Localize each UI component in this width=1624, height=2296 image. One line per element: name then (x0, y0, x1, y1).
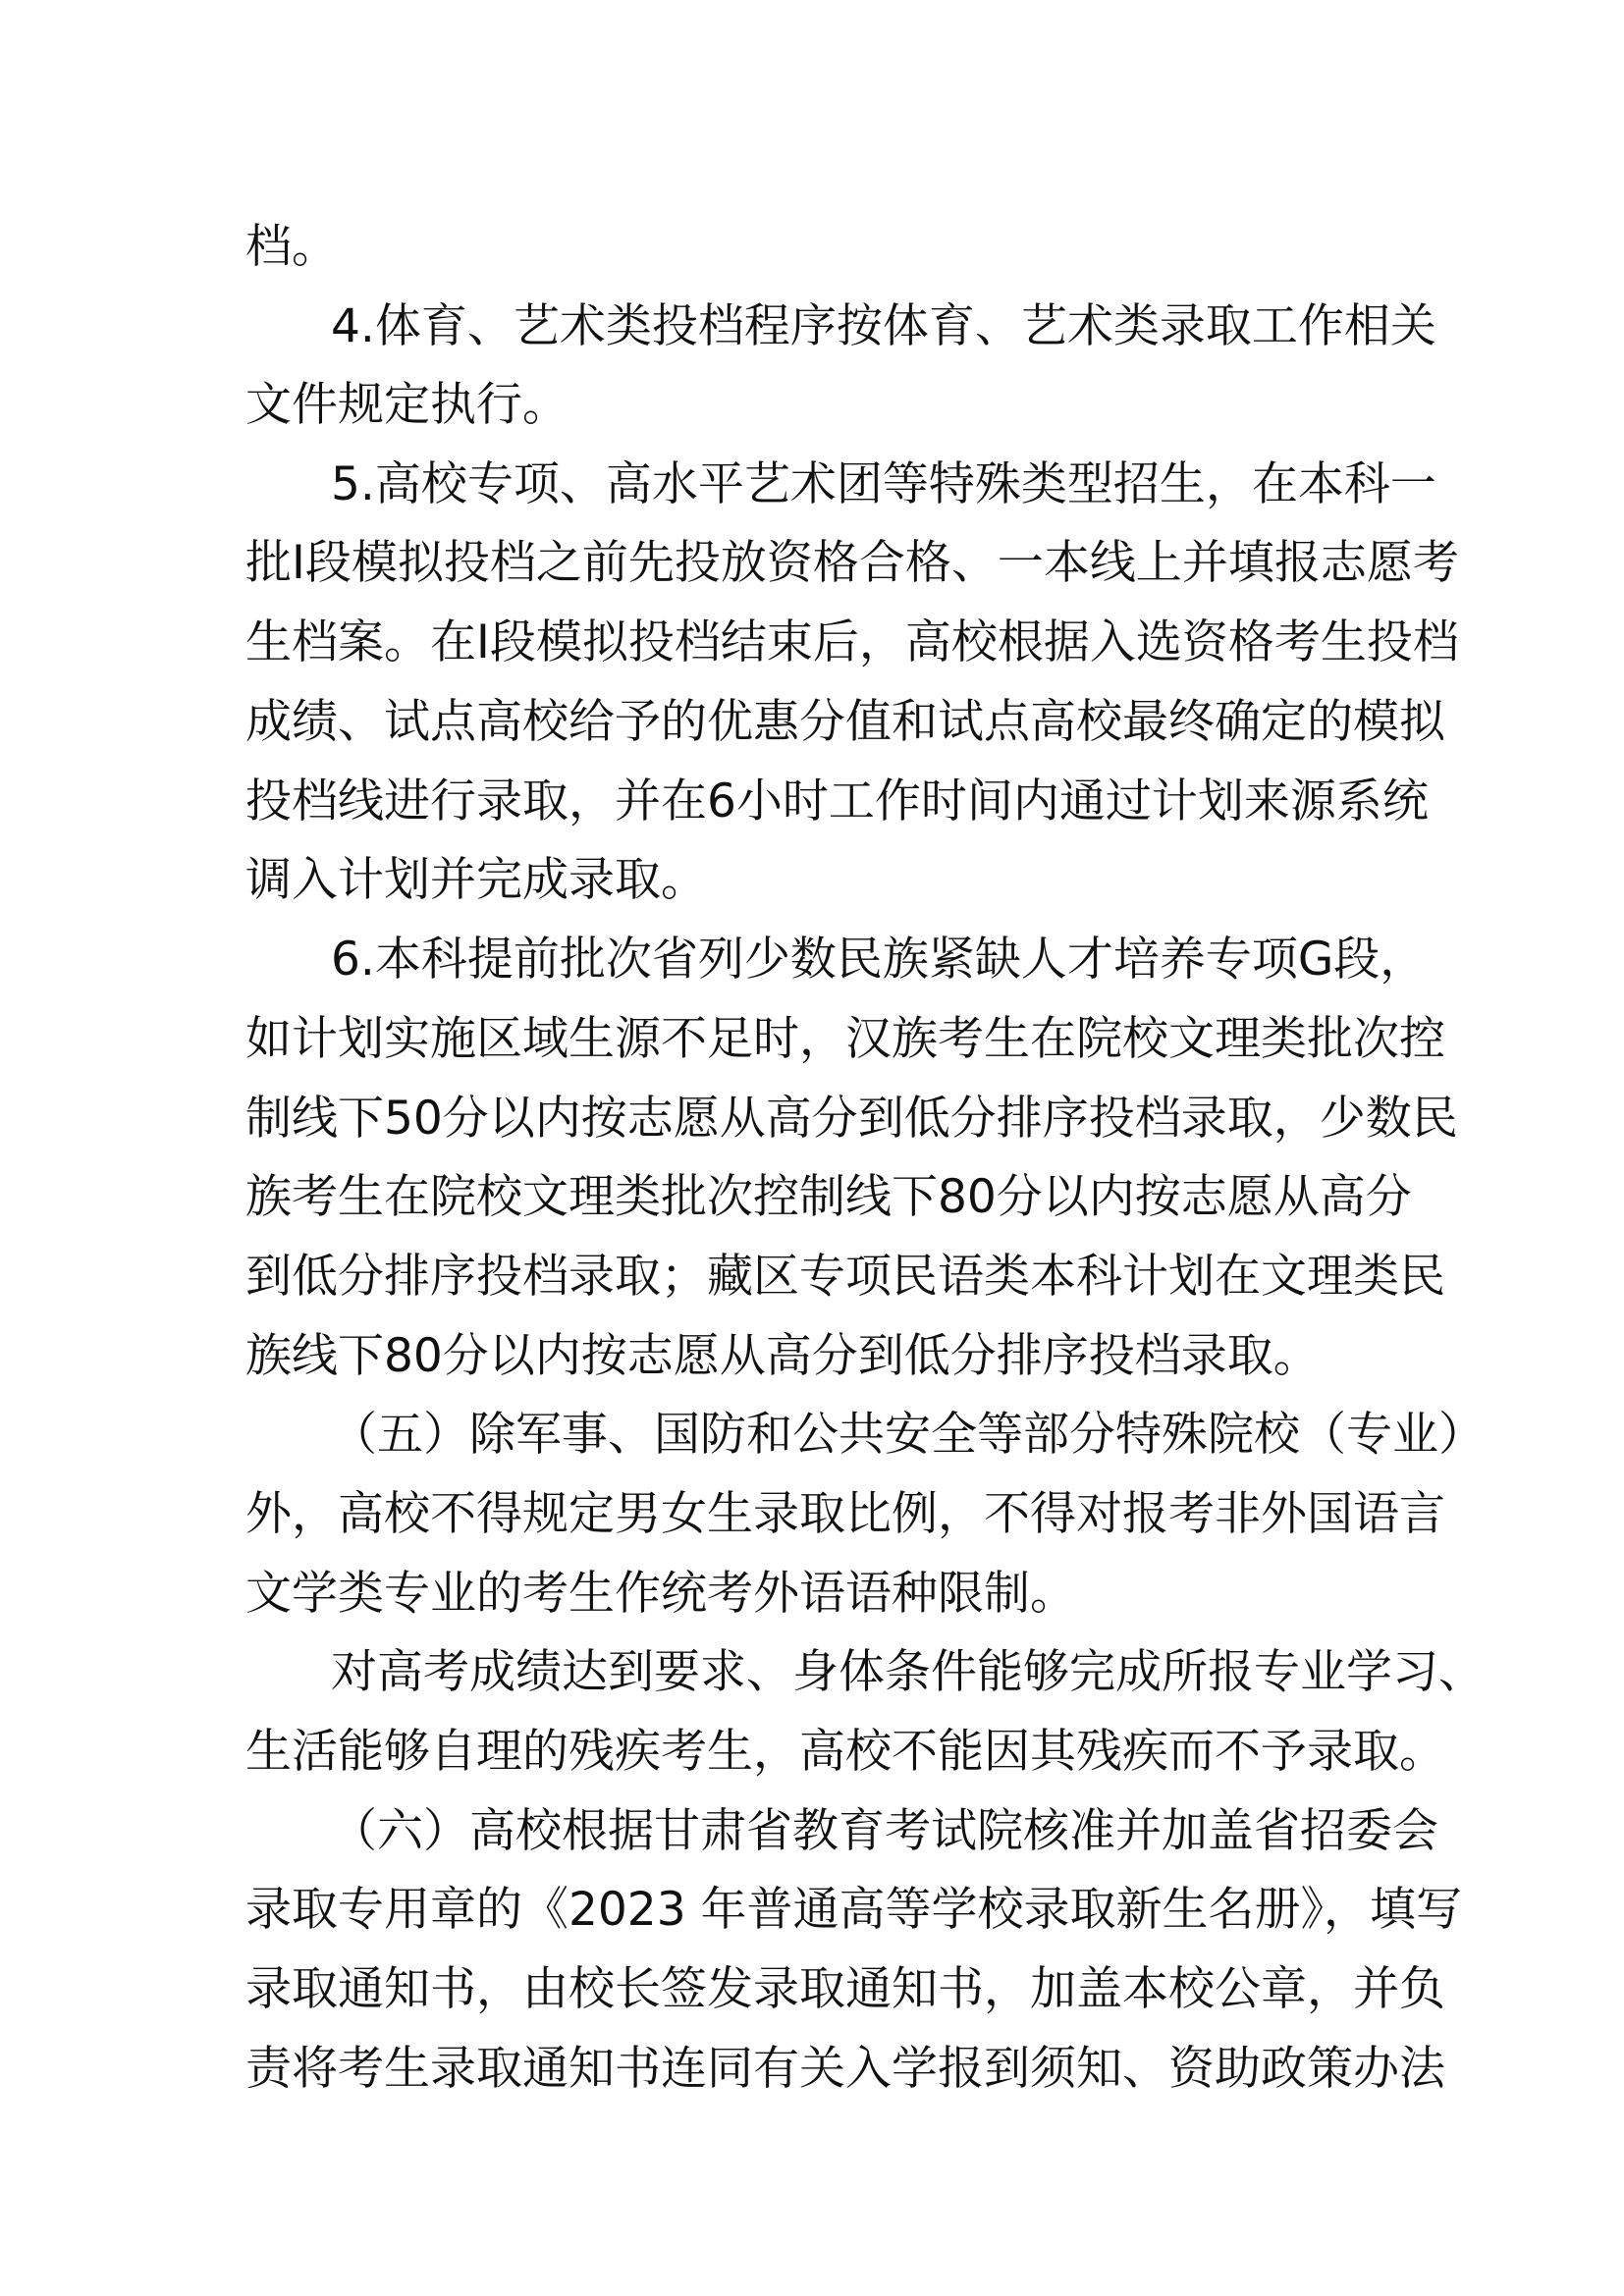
text-line: （六）高校根据甘肃省教育考试院核准并加盖省招委会 (331, 1804, 1438, 1858)
text-line: 6.本科提前批次省列少数民族紧缺人才培养专项G段， (331, 933, 1427, 987)
text-line: 5.高校专项、高水平艺术团等特殊类型招生，在本科一 (331, 457, 1436, 511)
text-line: 档。 (245, 220, 338, 274)
text-line: 到低分排序投档录取；藏区专项民语类本科计划在文理类民 (245, 1250, 1445, 1304)
text-line: 成绩、试点高校给予的优惠分值和试点高校最终确定的模拟 (245, 695, 1445, 749)
text-line: 生档案。在I段模拟投档结束后，高校根据入选资格考生投档 (245, 615, 1459, 669)
text-line: 文件规定执行。 (245, 378, 568, 432)
text-line: 如计划实施区域生源不足时，汉族考生在院校文理类批次控 (245, 1012, 1445, 1066)
text-line: 族考生在院校文理类批次控制线下80分以内按志愿从高分 (245, 1170, 1412, 1224)
text-line: 制线下50分以内按志愿从高分到低分排序投档录取，少数民 (245, 1092, 1458, 1146)
text-line: （五）除军事、国防和公共安全等部分特殊院校（专业） (331, 1408, 1485, 1462)
text-line: 调入计划并完成录取。 (245, 853, 707, 907)
text-line: 责将考生录取通知书连同有关入学报到须知、资助政策办法 (245, 2042, 1445, 2096)
text-line: 外，高校不得规定男女生录取比例，不得对报考非外国语言 (245, 1487, 1445, 1541)
text-line: 4.体育、艺术类投档程序按体育、艺术类录取工作相关 (331, 299, 1436, 353)
text-line: 投档线进行录取，并在6小时工作时间内通过计划来源系统 (245, 774, 1429, 828)
text-line: 文学类专业的考生作统考外语语种限制。 (245, 1567, 1076, 1621)
text-line: 对高考成绩达到要求、身体条件能够完成所报专业学习、 (331, 1645, 1485, 1699)
text-line: 录取通知书，由校长签发录取通知书，加盖本校公章，并负 (245, 1962, 1445, 2016)
text-line: 批I段模拟投档之前先投放资格合格、一本线上并填报志愿考 (245, 536, 1459, 590)
text-line: 族线下80分以内按志愿从高分到低分排序投档录取。 (245, 1329, 1320, 1383)
text-line: 生活能够自理的残疾考生，高校不能因其残疾而不予录取。 (245, 1725, 1445, 1779)
text-line: 录取专用章的《2023 年普通高等学校录取新生名册》，填写 (245, 1883, 1463, 1937)
